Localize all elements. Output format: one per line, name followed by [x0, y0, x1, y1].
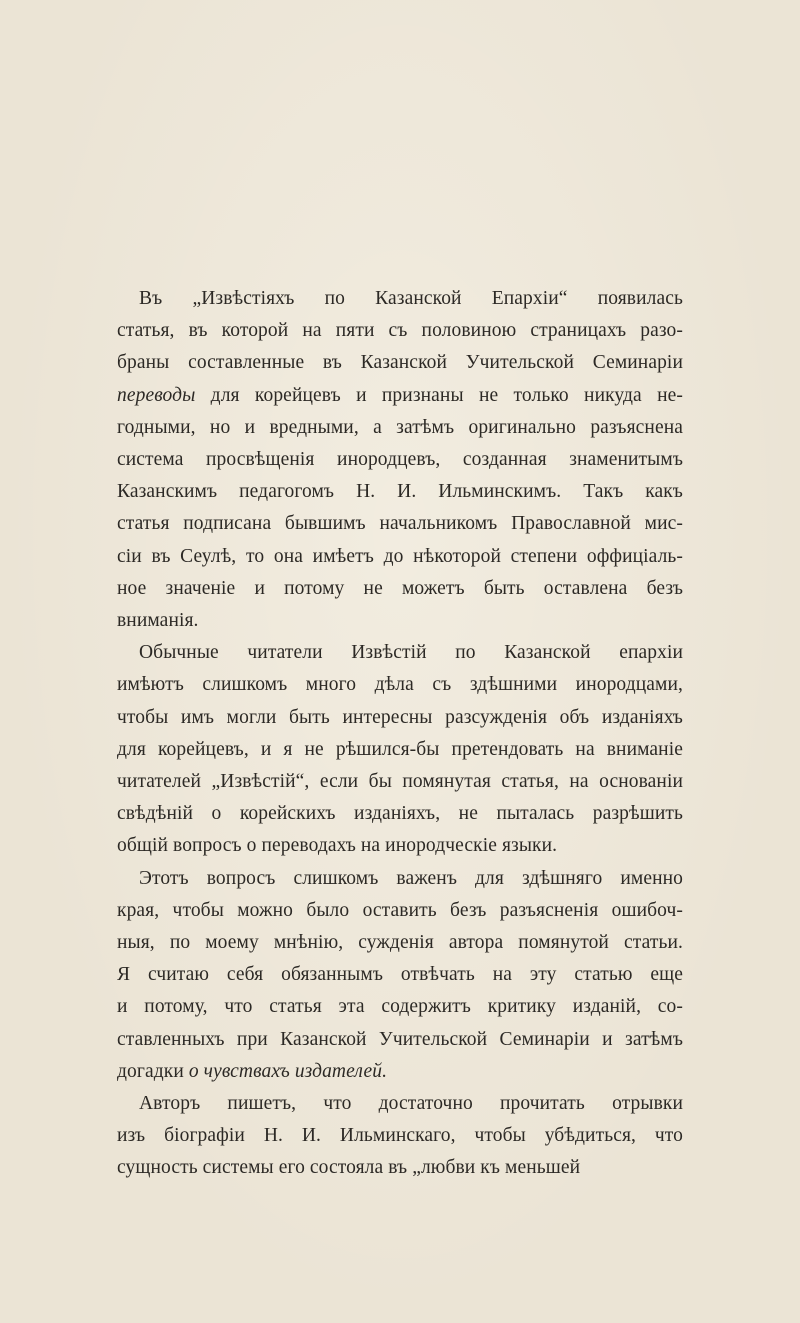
text-line: для корейцевъ, и я не рѣшился-бы претендовать на вниманіе [117, 738, 683, 760]
text-line: свѣдѣній о корейскихъ изданіяхъ, не пыталась разрѣшить [117, 803, 683, 825]
italic-text: о чувствахъ издателей. [188, 1060, 388, 1082]
body-text [117, 283, 683, 1185]
text-line: статья, въ которой на пяти съ половиною страницахъ разо- [117, 320, 683, 342]
text-line: Я считаю себя обязаннымъ отвѣчать на эту статью еще [117, 964, 683, 986]
text-line: имѣютъ слишкомъ много дѣла съ здѣшними инородцами, [117, 674, 683, 696]
text-run: догадки [117, 1060, 189, 1082]
text-line: Казанскимъ педагогомъ Н. И. Ильминскимъ. Такъ какъ [117, 481, 683, 503]
text-line: сущность системы его состояла въ „любви къ меньшей [117, 1157, 581, 1179]
text-run: для корейцевъ и признаны не только никуда не- [195, 384, 683, 406]
text-line: чтобы имъ могли быть интересны разсужденія объ изданіяхъ [117, 706, 683, 728]
text-line: ставленныхъ при Казанской Учительской Семинаріи и затѣмъ [117, 1028, 683, 1050]
italic-text: переводы [117, 384, 196, 406]
text-line: ное значеніе и потому не можетъ быть оставлена безъ [117, 577, 683, 599]
text-line: система просвѣщенія инородцевъ, созданная знаменитымъ [117, 449, 683, 471]
text-line: статья подписана бывшимъ начальникомъ Православной мис- [117, 513, 683, 535]
paragraph [117, 283, 683, 637]
paragraph [117, 1088, 683, 1185]
paragraph [117, 863, 683, 1088]
text-line: Этотъ вопросъ слишкомъ важенъ для здѣшняго именно [139, 867, 683, 889]
text-line: вниманія. [117, 610, 199, 632]
text-line: общій вопросъ о переводахъ на инородческіе языки. [117, 835, 558, 857]
paragraph [117, 637, 683, 862]
text-line [117, 1056, 683, 1088]
text-line: Авторъ пишетъ, что достаточно прочитать отрывки [139, 1093, 683, 1115]
text-line: края, чтобы можно было оставить безъ разъясненія ошибоч- [117, 899, 683, 921]
text-line: Обычные читатели Извѣстій по Казанской епархіи [139, 642, 683, 664]
text-line: сіи въ Сеулѣ, то она имѣетъ до нѣкоторой степени оффиціаль- [117, 545, 683, 567]
text-line: и потому, что статья эта содержитъ критику изданій, со- [117, 996, 683, 1018]
text-line [117, 380, 683, 412]
text-line: годными, но и вредными, а затѣмъ оригинально разъяснена [117, 416, 683, 438]
text-line: ныя, по моему мнѣнію, сужденія автора помянутой статьи. [117, 932, 683, 954]
text-line: читателей „Извѣстій“, если бы помянутая статья, на основаніи [117, 771, 683, 793]
text-line: Въ „Извѣстіяхъ по Казанской Епархіи“ появилась [139, 288, 683, 309]
text-line: браны составленные въ Казанской Учительской Семинаріи [117, 352, 683, 374]
text-line: изъ біографіи Н. И. Ильминскаго, чтобы убѣдиться, что [117, 1125, 683, 1147]
